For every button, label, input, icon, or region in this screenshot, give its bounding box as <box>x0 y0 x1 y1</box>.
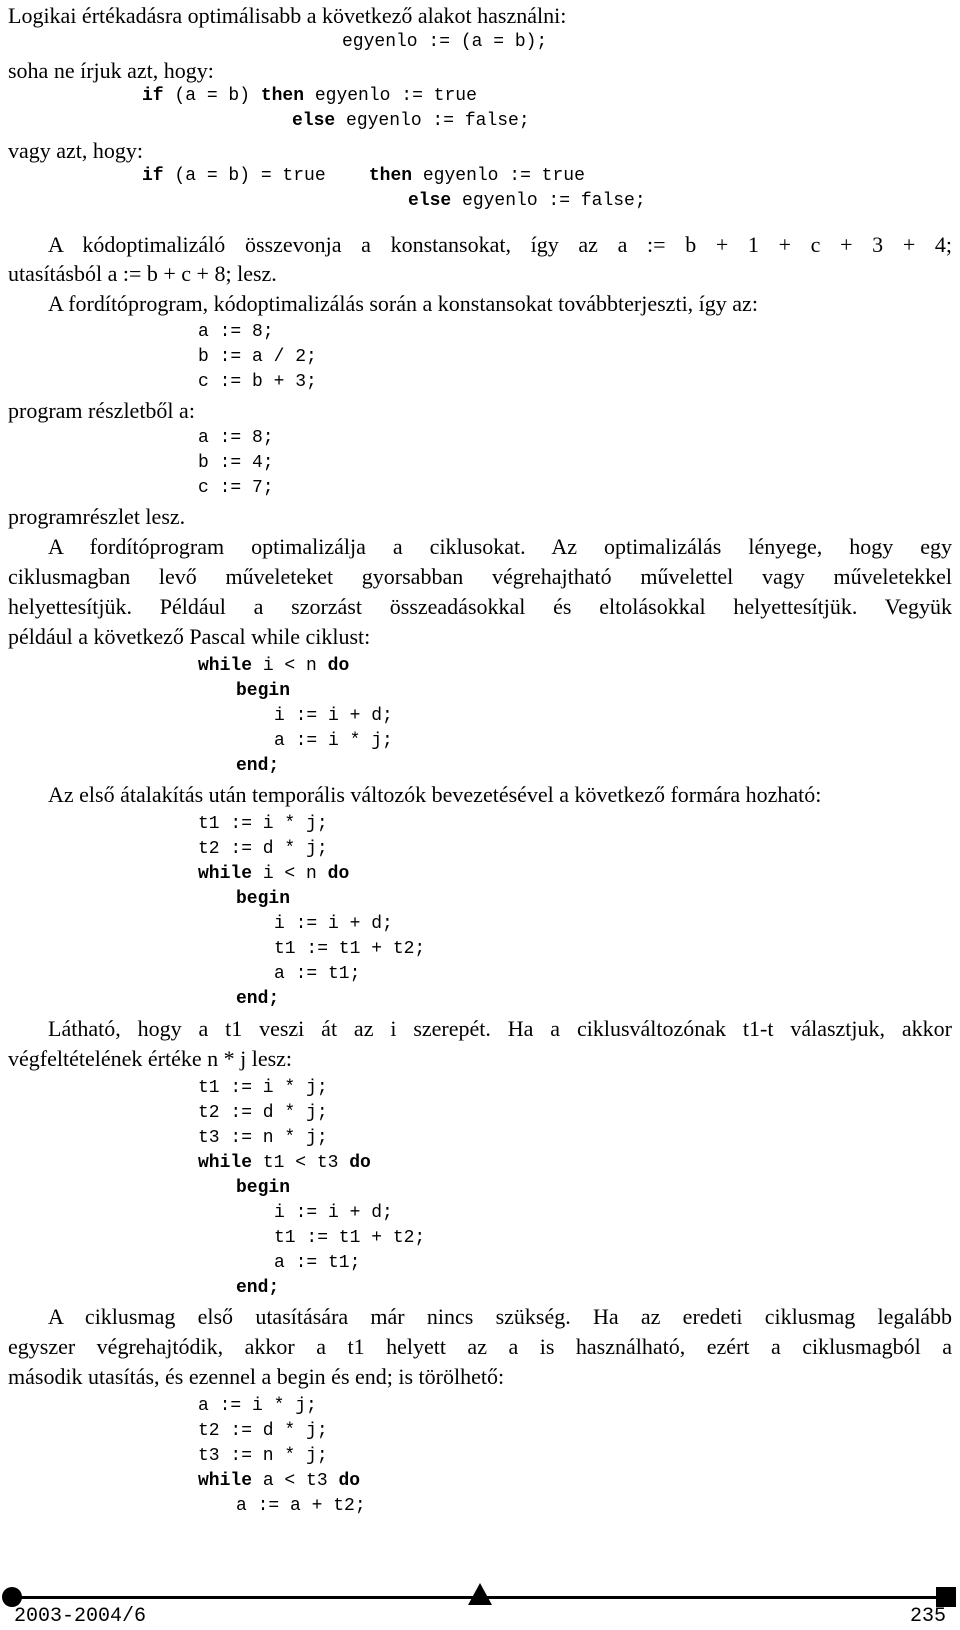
code-line <box>198 862 349 887</box>
paragraph-line: ciklusmagban levő műveleteket gyorsabban végrehajtható művelettel vagy műveletekkel <box>8 564 952 589</box>
text-line: soha ne írjuk azt, hogy: <box>8 58 214 83</box>
code-text: (a = b) = true <box>163 166 369 186</box>
text-line: Logikai értékadásra optimálisabb a következő alakot használni: <box>8 3 567 28</box>
code-line <box>292 109 530 134</box>
paragraph-line: utasításból a := b + c + 8; lesz. <box>8 261 277 286</box>
code-line: c := b + 3; <box>198 372 317 392</box>
code-keyword: begin <box>236 681 291 701</box>
code-line: t1 := t1 + t2; <box>274 1228 426 1248</box>
text-line: vagy azt, hogy: <box>8 138 144 163</box>
code-line <box>408 189 646 214</box>
code-line: t1 := i * j; <box>198 814 328 834</box>
code-keyword: else <box>408 191 452 211</box>
code-line: t3 := n * j; <box>198 1128 328 1148</box>
code-text: i < n <box>252 656 328 676</box>
paragraph-line: A ciklusmag első utasítására már nincs szükség. Ha az eredeti ciklusmag legalább <box>48 1304 952 1329</box>
code-keyword: if <box>142 86 164 106</box>
square-icon <box>936 1587 956 1607</box>
text-line: program részletből a: <box>8 398 195 423</box>
paragraph-line: A kódoptimalizáló összevonja a konstansokat, így az a := b + 1 + c + 3 + 4; <box>48 232 952 257</box>
code-keyword: end; <box>236 989 280 1009</box>
code-keyword: then <box>260 86 305 106</box>
code-line: c := 7; <box>198 478 274 498</box>
code-line: i := i + d; <box>274 914 393 934</box>
paragraph-line: A fordítóprogram, kódoptimalizálás során a konstansokat továbbterjeszti, így az: <box>48 291 758 316</box>
code-keyword: do <box>327 864 350 884</box>
code-keyword: while <box>198 864 253 884</box>
code-text: i < n <box>252 864 328 884</box>
code-keyword: begin <box>236 1178 291 1198</box>
code-line <box>198 1469 360 1494</box>
issue-number: 2003-2004/6 <box>14 1605 147 1628</box>
code-line <box>142 164 585 189</box>
text-line: programrészlet lesz. <box>8 504 186 529</box>
paragraph-line: második utasítás, és ezennel a begin és end; is törölhető: <box>8 1364 505 1389</box>
code-text: (a = b) <box>163 86 261 106</box>
code-line: b := a / 2; <box>198 347 317 367</box>
code-line: t2 := d * j; <box>198 1103 328 1123</box>
page-number: 235 <box>909 1605 946 1628</box>
code-line: b := 4; <box>198 453 274 473</box>
code-line: t1 := i * j; <box>198 1078 328 1098</box>
code-text: a < t3 <box>252 1471 339 1491</box>
code-line: i := i + d; <box>274 1203 393 1223</box>
code-line: t3 := n * j; <box>198 1446 328 1466</box>
paragraph-line: Az első átalakítás után temporális változók bevezetésével a következő formára hozható: <box>48 782 822 807</box>
paragraph-line: Látható, hogy a t1 veszi át az i szerepét. Ha a ciklusváltozónak t1-t választjuk, akkor <box>48 1016 952 1041</box>
code-line: t2 := d * j; <box>198 839 328 859</box>
code-line: a := i * j; <box>198 1396 317 1416</box>
code-line <box>198 654 349 679</box>
code-keyword: while <box>198 656 253 676</box>
code-text: egyenlo := false; <box>451 191 646 211</box>
code-text: egyenlo := false; <box>335 111 530 131</box>
triangle-icon <box>468 1583 492 1605</box>
code-line: t2 := d * j; <box>198 1421 328 1441</box>
code-keyword: do <box>349 1153 371 1173</box>
paragraph-line: helyettesítjük. Például a szorzást összeadásokkal és eltolásokkal helyettesítjük. Vegyük <box>8 594 952 619</box>
code-line: a := t1; <box>274 1253 361 1273</box>
code-keyword: do <box>327 656 350 676</box>
paragraph-line: egyszer végrehajtódik, akkor a t1 helyett az a is használható, ezért a ciklusmagból a <box>8 1334 952 1359</box>
code-line: a := t1; <box>274 964 361 984</box>
code-text: egyenlo := true <box>412 166 585 186</box>
code-line: egyenlo := (a = b); <box>342 32 548 52</box>
code-keyword: if <box>142 166 164 186</box>
code-line: a := a + t2; <box>236 1496 366 1516</box>
code-keyword: while <box>198 1153 253 1173</box>
code-line <box>198 1151 371 1176</box>
code-text: t1 < t3 <box>252 1153 350 1173</box>
paragraph-line: például a következő Pascal while ciklust: <box>8 624 371 649</box>
code-keyword: do <box>338 1471 361 1491</box>
code-line: a := 8; <box>198 428 274 448</box>
paragraph-line: A fordítóprogram optimalizálja a ciklusokat. Az optimalizálás lényege, hogy egy <box>48 534 952 559</box>
code-line: t1 := t1 + t2; <box>274 939 426 959</box>
code-keyword: begin <box>236 889 291 909</box>
code-text: egyenlo := true <box>304 86 477 106</box>
circle-icon <box>2 1587 22 1607</box>
code-line: i := i + d; <box>274 706 393 726</box>
code-line: a := i * j; <box>274 731 393 751</box>
code-keyword: while <box>198 1471 253 1491</box>
code-line: a := 8; <box>198 322 274 342</box>
code-keyword: then <box>368 166 413 186</box>
code-keyword: end; <box>236 756 280 776</box>
code-line <box>142 84 477 109</box>
code-keyword: end; <box>236 1278 280 1298</box>
code-keyword: else <box>292 111 336 131</box>
paragraph-line: végfeltételének értéke n * j lesz: <box>8 1046 293 1071</box>
